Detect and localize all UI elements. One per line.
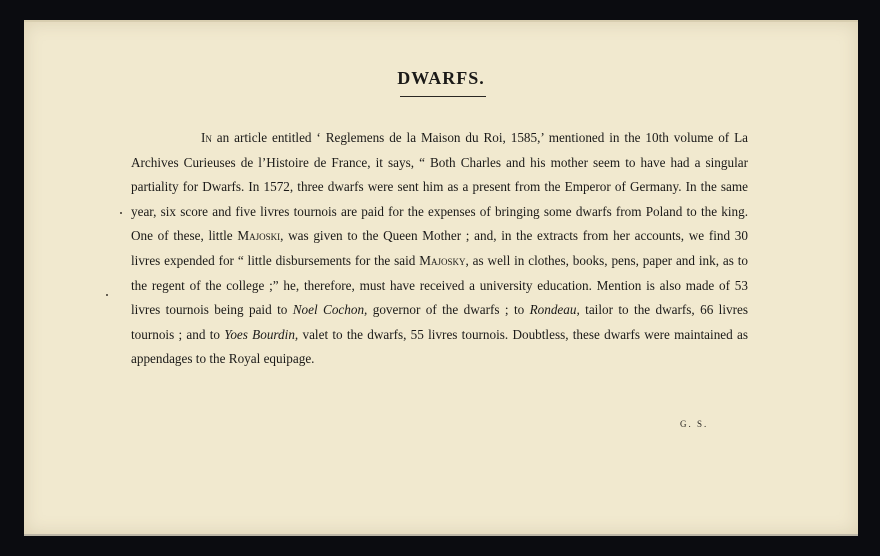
- title-underline: [400, 96, 486, 97]
- body-segment: Majosky: [419, 252, 466, 268]
- document-title: DWARFS.: [397, 68, 485, 88]
- document-page: [24, 20, 858, 536]
- body-segment: Rondeau,: [529, 302, 580, 318]
- body-segment: governor of the dwarfs ; to: [367, 302, 530, 318]
- body-segment: Yoes Bourdin,: [224, 326, 299, 342]
- body-paragraph: [131, 126, 748, 372]
- body-segment: Noel Cochon,: [292, 302, 368, 318]
- body-segment: , was given to the Queen Mother ; and, in the extracts from her accounts, we find 30 livres expended for “ little disbursements for the said: [131, 228, 748, 268]
- body-segment: In: [201, 130, 212, 145]
- signature: G. S.: [680, 419, 709, 429]
- body-segment: tailor to the dwarfs, 66 livres tournois ; and to: [131, 302, 748, 342]
- paper-speck: [106, 294, 108, 296]
- body-segment: Majoski: [237, 228, 281, 244]
- body-segment: , as well in clothes, books, pens, paper and ink, as to the regent of the college ;” he, therefore, must have received a university education. Mention is also made of 53 livres tournois being paid to: [131, 252, 749, 318]
- document-body: [131, 126, 748, 372]
- body-segment: an article entitled ‘ Reglemens de la Maison du Roi, 1585,’ mentioned in the 10th volume of La Archives Curieuses de l’Histoire de France, it says, “ Both Charles and his mother seem to have had a singular partiality for Dwarfs. In 1572, three dwarfs were sent him as a present from the Emperor of Germany. In the same year, six score and five livres tournois are paid for the expenses of bringing some dwarfs from Poland to the king. One of these, little: [131, 130, 748, 244]
- paper-speck: [120, 212, 122, 214]
- body-segment: valet to the dwarfs, 55 livres tournois. Doubtless, these dwarfs were maintained as appendages to the Royal equipage.: [131, 326, 748, 367]
